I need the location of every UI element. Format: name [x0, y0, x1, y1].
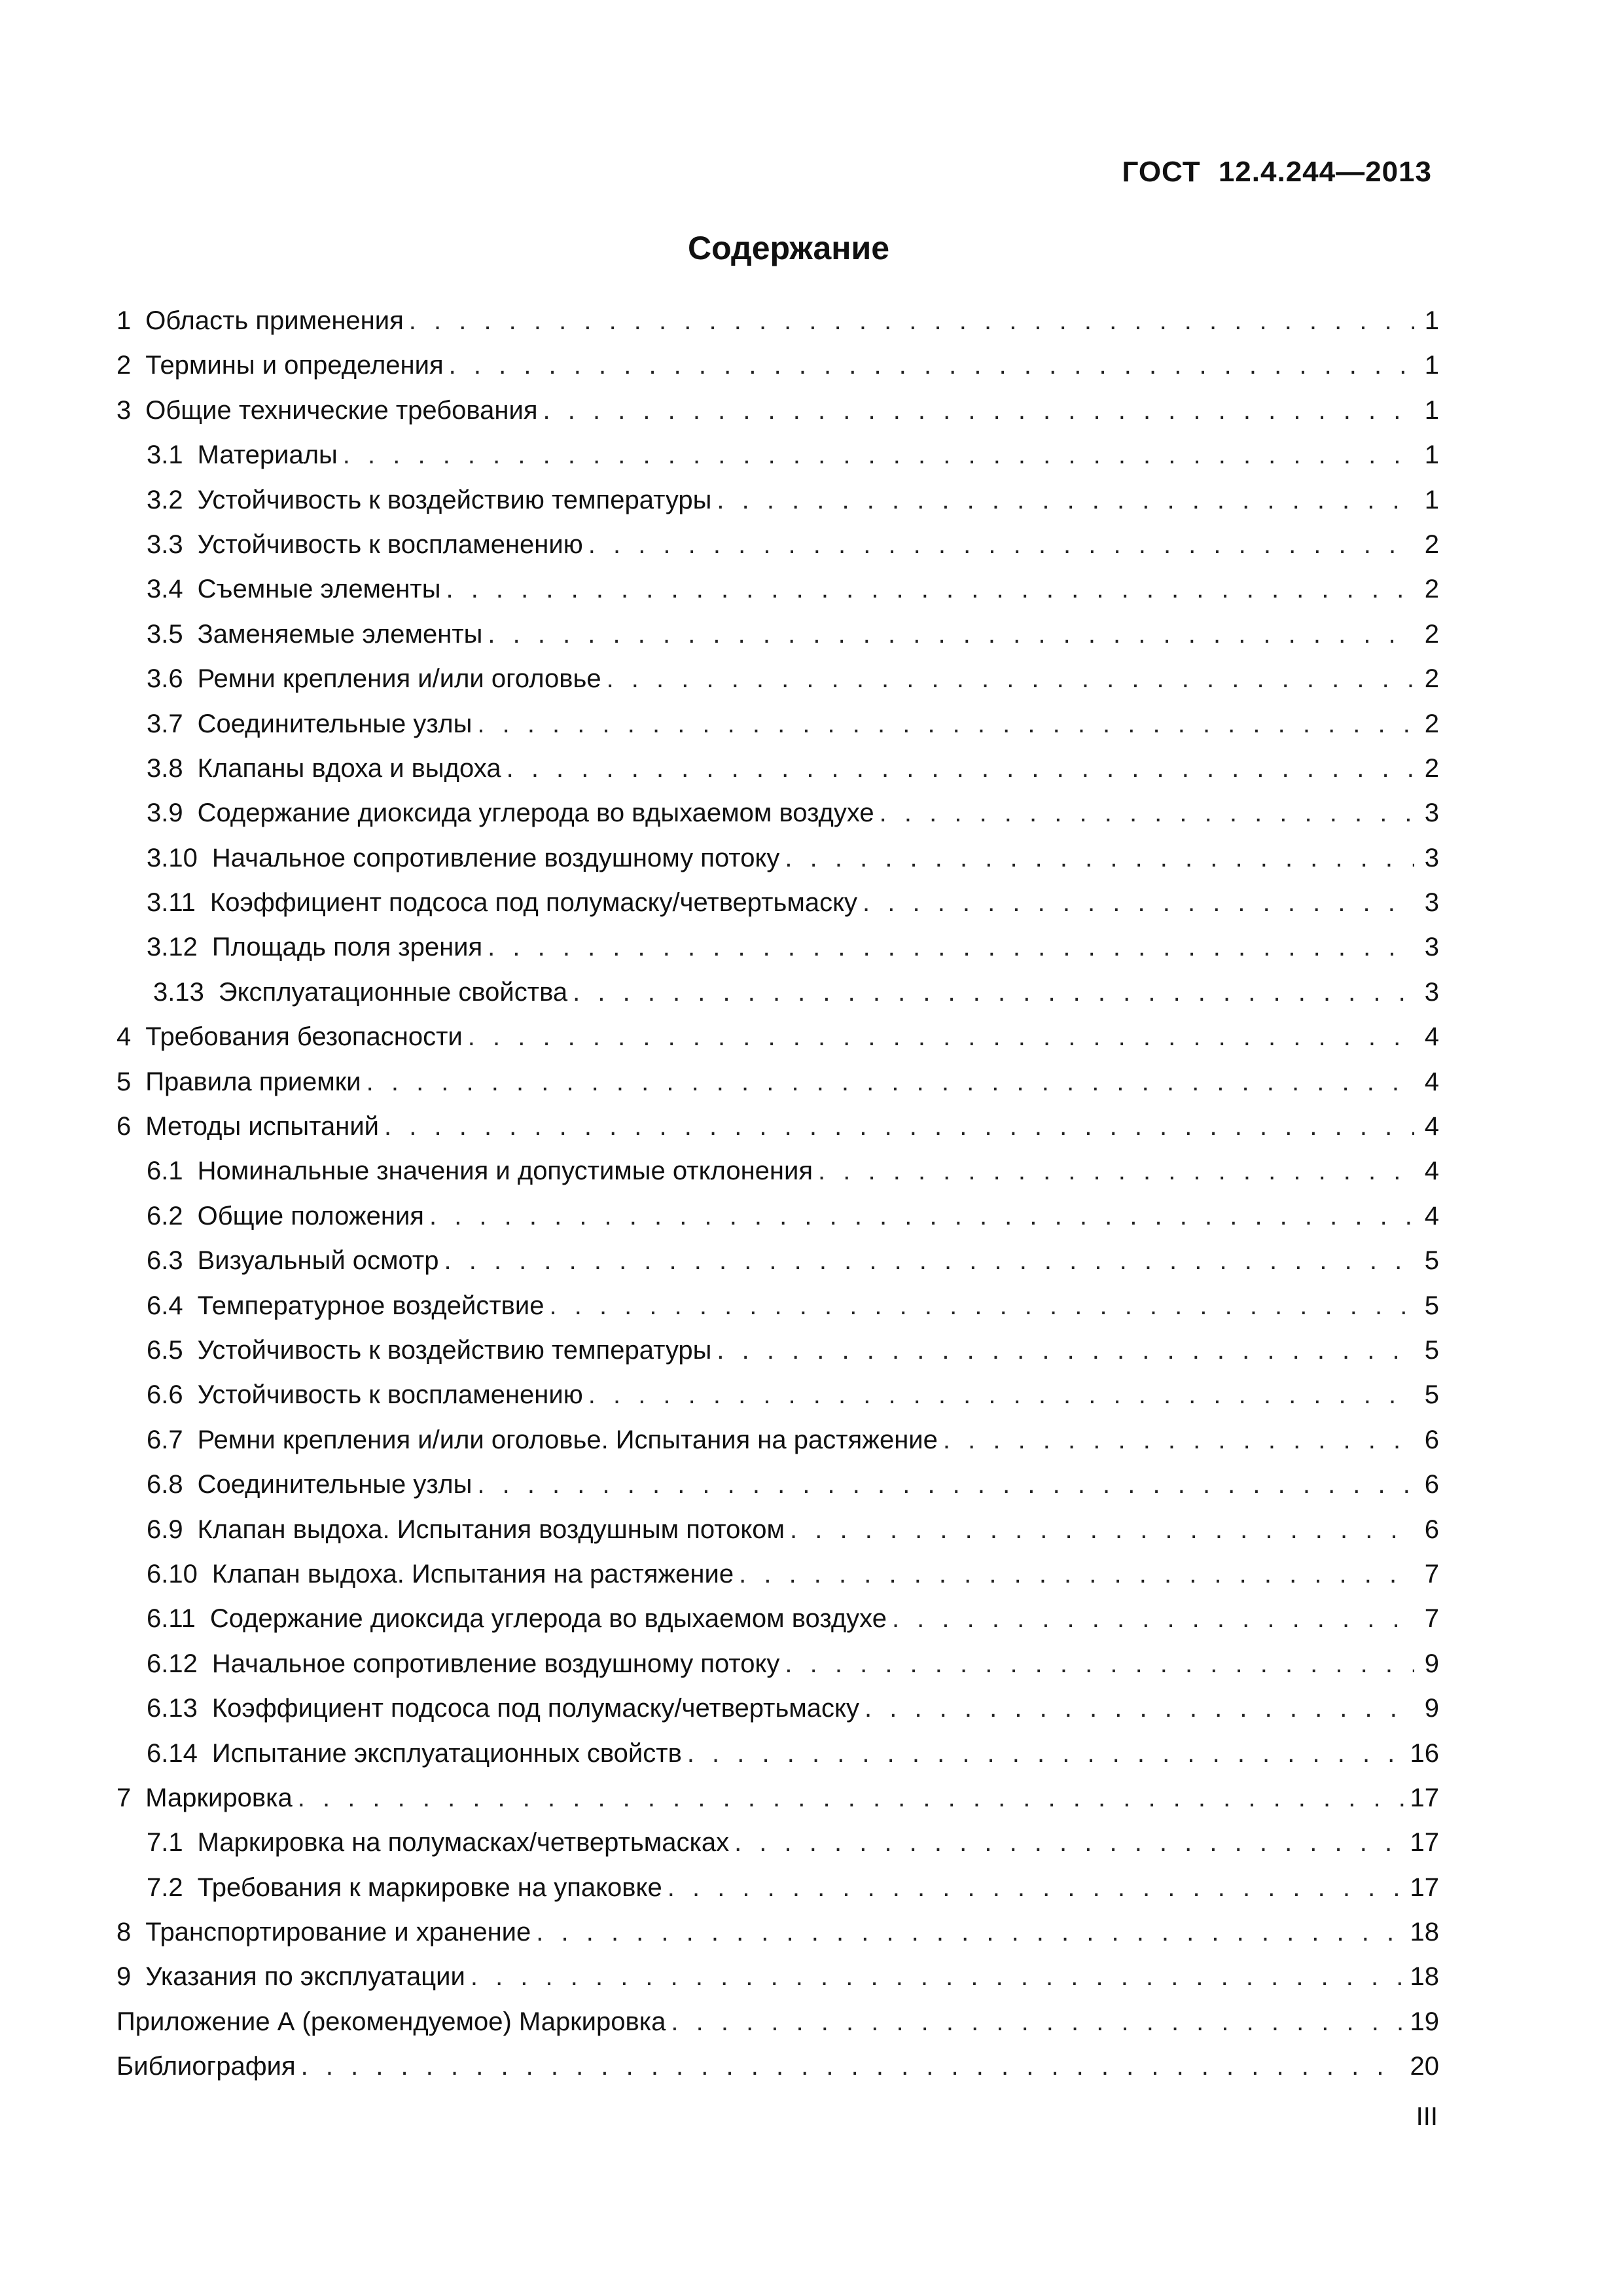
toc-entry[interactable] [116, 2000, 1439, 2044]
toc-entry-title: Клапан выдоха. Испытания на растяжение [211, 1559, 734, 1588]
toc-dot-leader [785, 1641, 1414, 1686]
toc-entry-number: 6.8 [147, 1470, 183, 1499]
toc-entry-title: Маркировка [145, 1783, 293, 1812]
toc-entry-title: Общие положения [197, 1201, 424, 1230]
toc-entry-number: 1 [116, 306, 132, 335]
toc-entry-number: 6.5 [147, 1335, 183, 1365]
toc-entry-title: Устойчивость к воспламенению [197, 529, 583, 559]
page-title: Содержание [687, 230, 890, 266]
toc-entry[interactable] [116, 1328, 1439, 1372]
toc-dot-leader [607, 656, 1414, 701]
toc-entry[interactable] [116, 433, 1439, 477]
toc-entry[interactable] [116, 791, 1439, 835]
toc-dot-leader [687, 1731, 1404, 1776]
toc-entry-title: Устойчивость к воздействию температуры [197, 485, 712, 514]
toc-entry-page: 16 [1410, 1738, 1439, 1768]
toc-entry-page: 9 [1424, 1694, 1439, 1723]
toc-entry[interactable] [116, 1686, 1439, 1731]
toc-entry-number: 3.2 [147, 485, 183, 514]
toc-entry-page: 17 [1410, 1783, 1439, 1812]
toc-entry[interactable] [116, 1507, 1439, 1552]
toc-entry[interactable] [116, 522, 1439, 567]
toc-entry-title: Правила приемки [145, 1067, 361, 1096]
toc-entry-number: 3.10 [147, 843, 198, 872]
toc-entry-title: Устойчивость к воздействию температуры [197, 1335, 712, 1365]
toc-entry-page: 9 [1424, 1649, 1439, 1678]
toc-dot-leader [488, 925, 1414, 969]
toc-dot-leader [717, 478, 1414, 522]
toc-entry-number: 9 [116, 1962, 132, 1992]
toc-entry-number: 6 [116, 1112, 132, 1141]
toc-entry[interactable] [116, 1820, 1439, 1865]
toc-entry[interactable] [116, 1910, 1439, 1954]
toc-entry-number: 3.7 [147, 709, 183, 738]
toc-entry-number: 7 [116, 1783, 132, 1812]
toc-entry-title: Площадь поля зрения [211, 933, 483, 962]
toc-dot-leader [892, 1596, 1414, 1641]
toc-entry-title: Требования к маркировке на упаковке [197, 1873, 662, 1902]
toc-entry-title: Визуальный осмотр [197, 1246, 439, 1276]
toc-entry-number: 6.11 [147, 1604, 196, 1634]
toc-entry-title: Ремни крепления и/или оголовье. Испытания на растяжение [197, 1425, 938, 1454]
toc-entry[interactable] [116, 567, 1439, 611]
toc-dot-leader [301, 2044, 1404, 2089]
toc-entry-number: 6.14 [147, 1738, 198, 1768]
toc-entry-title: Начальное сопротивление воздушному потоку [211, 1649, 780, 1678]
toc-entry[interactable] [116, 746, 1439, 791]
toc-entry[interactable] [116, 836, 1439, 880]
toc-entry-title: Клапан выдоха. Испытания воздушным потоком [197, 1515, 785, 1544]
toc-entry-number: 6.13 [147, 1694, 198, 1723]
toc-entry-title: Приложение А (рекомендуемое) Маркировка [116, 2007, 666, 2036]
toc-entry-page: 3 [1424, 843, 1439, 872]
toc-entry[interactable] [116, 1014, 1439, 1059]
toc-entry[interactable] [116, 1372, 1439, 1417]
page-number: III [1416, 2102, 1438, 2131]
toc-entry-title: Испытание эксплуатационных свойств [211, 1738, 682, 1768]
toc-entry[interactable] [116, 702, 1439, 746]
toc-entry-number: 6.4 [147, 1291, 183, 1320]
toc-entry-page: 3 [1424, 798, 1439, 828]
toc-entry-number: 3.12 [147, 933, 198, 962]
toc-entry-title: Содержание диоксида углерода во вдыхаемом воздухе [209, 1604, 887, 1634]
toc-entry[interactable] [116, 1104, 1439, 1149]
toc-entry-page: 1 [1424, 440, 1439, 470]
toc-entry-number: 3.3 [147, 529, 183, 559]
toc-entry-page: 6 [1424, 1515, 1439, 1544]
toc-entry-number: 6.7 [147, 1425, 183, 1454]
toc-entry-title: Методы испытаний [145, 1112, 380, 1141]
toc-entry-page: 5 [1424, 1291, 1439, 1320]
toc-entry[interactable] [116, 1954, 1439, 1999]
toc-entry-title: Область применения [145, 306, 404, 335]
toc-entry[interactable] [116, 388, 1439, 433]
toc-entry[interactable] [116, 1238, 1439, 1283]
toc-entry-title: Соединительные узлы [197, 709, 473, 738]
toc-entry-page: 2 [1424, 575, 1439, 604]
toc-entry-page: 5 [1424, 1246, 1439, 1276]
toc-dot-leader [818, 1149, 1414, 1193]
toc-dot-leader [477, 702, 1414, 746]
toc-entry-page: 7 [1424, 1559, 1439, 1588]
toc-entry[interactable] [116, 1865, 1439, 1910]
toc-entry[interactable] [116, 298, 1439, 343]
toc-entry-title: Клапаны вдоха и выдоха [197, 753, 501, 783]
toc-entry-number: 3.8 [147, 753, 183, 783]
toc-entry-title: Коэффициент подсоса под полумаску/четвертьмаску [209, 888, 858, 918]
toc-entry-title: Соединительные узлы [197, 1470, 473, 1499]
toc-dot-leader [536, 1910, 1403, 1954]
toc-dot-leader [671, 2000, 1403, 2044]
toc-entry-number: 2 [116, 351, 132, 380]
toc-entry-number: 6.3 [147, 1246, 183, 1276]
toc-entry-page: 1 [1424, 351, 1439, 380]
toc-dot-leader [588, 522, 1414, 567]
toc-entry-number: 7.1 [147, 1828, 183, 1857]
standard-designation: ГОСТ 12.4.244—2013 [1122, 156, 1432, 188]
toc-entry-number: 3.1 [147, 440, 183, 470]
toc-dot-leader [588, 1372, 1414, 1417]
toc-entry-page: 1 [1424, 395, 1439, 425]
toc-entry-number: 3.4 [147, 575, 183, 604]
toc-entry[interactable] [116, 970, 1439, 1014]
toc-dot-leader [717, 1328, 1414, 1372]
toc-entry-page: 4 [1424, 1022, 1439, 1052]
toc-entry-number: 3.11 [147, 888, 196, 918]
toc-entry-title: Транспортирование и хранение [145, 1918, 531, 1947]
toc-dot-leader [409, 298, 1414, 343]
toc-entry-number: 6.1 [147, 1157, 183, 1186]
toc-entry-page: 4 [1424, 1201, 1439, 1230]
toc-dot-leader [543, 388, 1414, 433]
toc-entry-title: Начальное сопротивление воздушному потоку [211, 843, 780, 872]
toc-entry-page: 2 [1424, 529, 1439, 559]
toc-entry-title: Коэффициент подсоса под полумаску/четвертьмаску [211, 1694, 859, 1723]
toc-entry[interactable] [116, 1462, 1439, 1507]
toc-entry[interactable] [116, 1194, 1439, 1238]
toc-entry-number: 8 [116, 1918, 132, 1947]
toc-entry-title: Эксплуатационные свойства [218, 977, 568, 1007]
toc-entry-page: 18 [1410, 1918, 1439, 1947]
toc-entry-number: 6.6 [147, 1380, 183, 1410]
toc-dot-leader [384, 1104, 1414, 1149]
toc-dot-leader [573, 970, 1414, 1014]
toc-entry[interactable] [116, 656, 1439, 701]
toc-dot-leader [785, 836, 1414, 880]
toc-entry-page: 7 [1424, 1604, 1439, 1634]
toc-entry[interactable] [116, 1731, 1439, 1776]
table-of-contents [116, 298, 1439, 2089]
toc-entry-page: 6 [1424, 1425, 1439, 1454]
toc-entry-title: Содержание диоксида углерода во вдыхаемом воздухе [197, 798, 874, 828]
toc-dot-leader [446, 567, 1414, 611]
toc-entry-title: Ремни крепления и/или оголовье [197, 664, 601, 694]
toc-entry-page: 3 [1424, 933, 1439, 962]
toc-dot-leader [366, 1060, 1414, 1104]
toc-dot-leader [507, 746, 1414, 791]
toc-entry-number: 6.12 [147, 1649, 198, 1678]
toc-entry[interactable] [116, 612, 1439, 656]
toc-entry-page: 3 [1424, 977, 1439, 1007]
toc-dot-leader [865, 1686, 1414, 1731]
toc-entry-page: 5 [1424, 1335, 1439, 1365]
toc-entry-number: 5 [116, 1067, 132, 1096]
toc-entry-title: Маркировка на полумасках/четвертьмасках [197, 1828, 730, 1857]
toc-entry-number: 3.6 [147, 664, 183, 694]
toc-entry-number: 3.9 [147, 798, 183, 828]
toc-dot-leader [668, 1865, 1404, 1910]
toc-dot-leader [298, 1776, 1404, 1820]
toc-entry[interactable] [116, 2044, 1439, 2089]
toc-entry[interactable] [116, 880, 1439, 925]
toc-entry-title: Требования безопасности [145, 1022, 463, 1052]
toc-entry-page: 4 [1424, 1112, 1439, 1141]
toc-entry-page: 17 [1410, 1828, 1439, 1857]
toc-entry[interactable] [116, 478, 1439, 522]
toc-entry-number: 3.13 [153, 977, 204, 1007]
toc-dot-leader [734, 1820, 1403, 1865]
toc-dot-leader [880, 791, 1414, 835]
toc-entry[interactable] [116, 1418, 1439, 1462]
toc-entry[interactable] [116, 343, 1439, 387]
toc-entry-number: 7.2 [147, 1873, 183, 1902]
toc-entry-page: 2 [1424, 709, 1439, 738]
toc-entry-title: Указания по эксплуатации [145, 1962, 465, 1992]
toc-entry-title: Устойчивость к воспламенению [197, 1380, 583, 1410]
toc-entry-page: 2 [1424, 664, 1439, 694]
toc-entry[interactable] [116, 1149, 1439, 1193]
toc-entry[interactable] [116, 1641, 1439, 1686]
toc-dot-leader [549, 1283, 1414, 1328]
toc-entry-page: 20 [1410, 2052, 1439, 2081]
toc-entry[interactable] [116, 1776, 1439, 1820]
toc-entry-title: Термины и определения [145, 351, 444, 380]
toc-dot-leader [790, 1507, 1414, 1552]
toc-dot-leader [471, 1954, 1404, 1999]
toc-entry-page: 5 [1424, 1380, 1439, 1410]
toc-entry[interactable] [116, 925, 1439, 969]
toc-dot-leader [444, 1238, 1414, 1283]
toc-entry[interactable] [116, 1060, 1439, 1104]
toc-dot-leader [739, 1552, 1414, 1596]
toc-dot-leader [477, 1462, 1414, 1507]
toc-entry-number: 6.2 [147, 1201, 183, 1230]
toc-entry-page: 2 [1424, 753, 1439, 783]
toc-entry[interactable] [116, 1552, 1439, 1596]
toc-dot-leader [449, 343, 1414, 387]
toc-entry-page: 4 [1424, 1157, 1439, 1186]
toc-dot-leader [863, 880, 1414, 925]
toc-entry-page: 1 [1424, 306, 1439, 335]
toc-entry-title: Библиография [116, 2052, 296, 2081]
toc-entry-number: 6.9 [147, 1515, 183, 1544]
toc-entry-title: Заменяемые элементы [197, 619, 483, 649]
toc-entry-page: 17 [1410, 1873, 1439, 1902]
toc-dot-leader [943, 1418, 1414, 1462]
toc-entry-page: 6 [1424, 1470, 1439, 1499]
toc-entry-page: 2 [1424, 619, 1439, 649]
toc-entry-page: 3 [1424, 888, 1439, 918]
toc-entry-number: 3 [116, 395, 132, 425]
toc-entry-title: Материалы [197, 440, 338, 470]
toc-entry-title: Общие технические требования [145, 395, 538, 425]
toc-entry-title: Съемные элементы [197, 575, 441, 604]
toc-dot-leader [468, 1014, 1414, 1059]
toc-entry-page: 4 [1424, 1067, 1439, 1096]
toc-entry-page: 19 [1410, 2007, 1439, 2036]
toc-entry-number: 6.10 [147, 1559, 198, 1588]
toc-dot-leader [488, 612, 1414, 656]
toc-entry-number: 3.5 [147, 619, 183, 649]
toc-entry-title: Номинальные значения и допустимые отклонения [197, 1157, 813, 1186]
toc-entry[interactable] [116, 1283, 1439, 1328]
toc-dot-leader [343, 433, 1414, 477]
toc-entry-number: 4 [116, 1022, 132, 1052]
toc-entry-page: 18 [1410, 1962, 1439, 1992]
toc-entry[interactable] [116, 1596, 1439, 1641]
toc-dot-leader [429, 1194, 1414, 1238]
toc-entry-title: Температурное воздействие [197, 1291, 544, 1320]
toc-entry-page: 1 [1424, 485, 1439, 514]
